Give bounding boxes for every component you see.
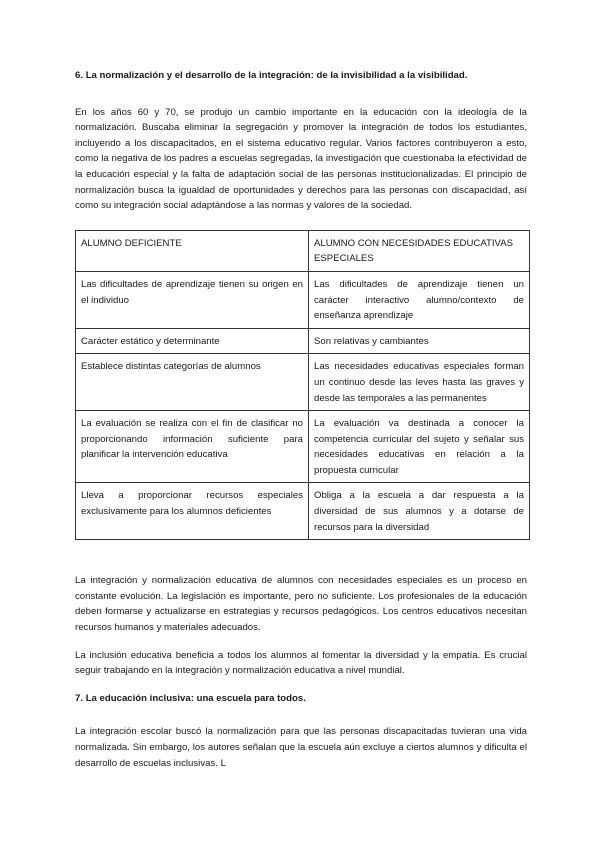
table-row: [76, 328, 530, 354]
comparison-table: [75, 230, 530, 541]
section-7-paragraph: La integración escolar buscó la normalización para que las personas discapacitadas tuvieran una vida normalizada. Sin embargo, los autores señalan que la escuela aún excluye a ciertos alumnos y dificulta el desarrollo de escuelas inclusivas. L: [75, 726, 527, 769]
table-cell: Establece distintas categorías de alumnos: [76, 354, 309, 411]
table-cell: Las dificultades de aprendizaje tienen un carácter interactivo alumno/contexto de enseñanza aprendizaje: [309, 271, 530, 328]
table-row: [76, 411, 530, 483]
section-7-number: 7.: [75, 692, 84, 704]
header-alumno-deficiente: ALUMNO DEFICIENTE: [76, 230, 309, 271]
header-alumno-nee: ALUMNO CON NECESIDADES EDUCATIVAS ESPECIALES: [309, 230, 530, 271]
table-cell: Las necesidades educativas especiales forman un continuo desde las leves hasta las graves y desde las temporales a las permanentes: [309, 354, 530, 411]
table-row: [76, 483, 530, 540]
table-cell: Obliga a la escuela a dar respuesta a la diversidad de sus alumnos y a dotarse de recursos para la diversidad: [309, 483, 530, 540]
intro-paragraph: En los años 60 y 70, se produjo un cambio importante en la educación con la ideología de la normalización. Buscaba eliminar la segregación y promover la integración de todos los estudiantes, incluyendo a los discapacitados, en el sistema educativo regular. Varios factores contribuyeron a esto, como la negativa de los padres a escuelas segregadas, la investigación que cuestionaba la efectividad de la educación especial y la falta de adaptación social de las personas institucionalizadas. El principio de normalización busca la igualdad de oportunidades y derechos para las personas con discapacidad, así como su integración social adaptándose a las normas y valores de la sociedad.: [75, 106, 527, 212]
table-cell: Lleva a proporcionar recursos especiales exclusivamente para los alumnos deficientes: [76, 483, 309, 540]
section-6-heading: [75, 68, 527, 84]
table-row: [76, 271, 530, 328]
section-7-heading: [75, 691, 527, 707]
table-row: [76, 354, 530, 411]
table-header-row: [76, 230, 530, 271]
table-cell: La evaluación se realiza con el fin de clasificar no proporcionando información suficiente para planificar la intervención educativa: [76, 411, 309, 483]
section-6-title: La normalización y el desarrollo de la integración: de la invisibilidad a la visibilidad.: [85, 70, 468, 81]
table-cell: Carácter estático y determinante: [76, 328, 309, 354]
inclusion-paragraph: La inclusión educativa beneficia a todos los alumnos al fomentar la diversidad y la empatía. Es crucial seguir trabajando en la integración y normalización educativa a nivel mundial.: [75, 649, 527, 677]
table-cell: Son relativas y cambiantes: [309, 328, 530, 354]
table-cell: Las dificultades de aprendizaje tienen su origen en el individuo: [76, 271, 309, 328]
table-cell: La evaluación va destinada a conocer la competencia curricular del sujeto y señalar sus necesidades educativas en relación a la propuesta curricular: [309, 411, 530, 483]
integration-paragraph: La integración y normalización educativa de alumnos con necesidades especiales es un proceso en constante evolución. La legislación es importante, pero no suficiente. Los profesionales de la educación deben formarse y actualizarse en estrategias y recursos pedagógicos. Los centros educativos necesitan recursos humanos y materiales adecuados.: [75, 575, 527, 634]
section-7-title: La educación inclusiva: una escuela para todos.: [85, 692, 306, 704]
section-6-number: 6.: [75, 70, 84, 81]
